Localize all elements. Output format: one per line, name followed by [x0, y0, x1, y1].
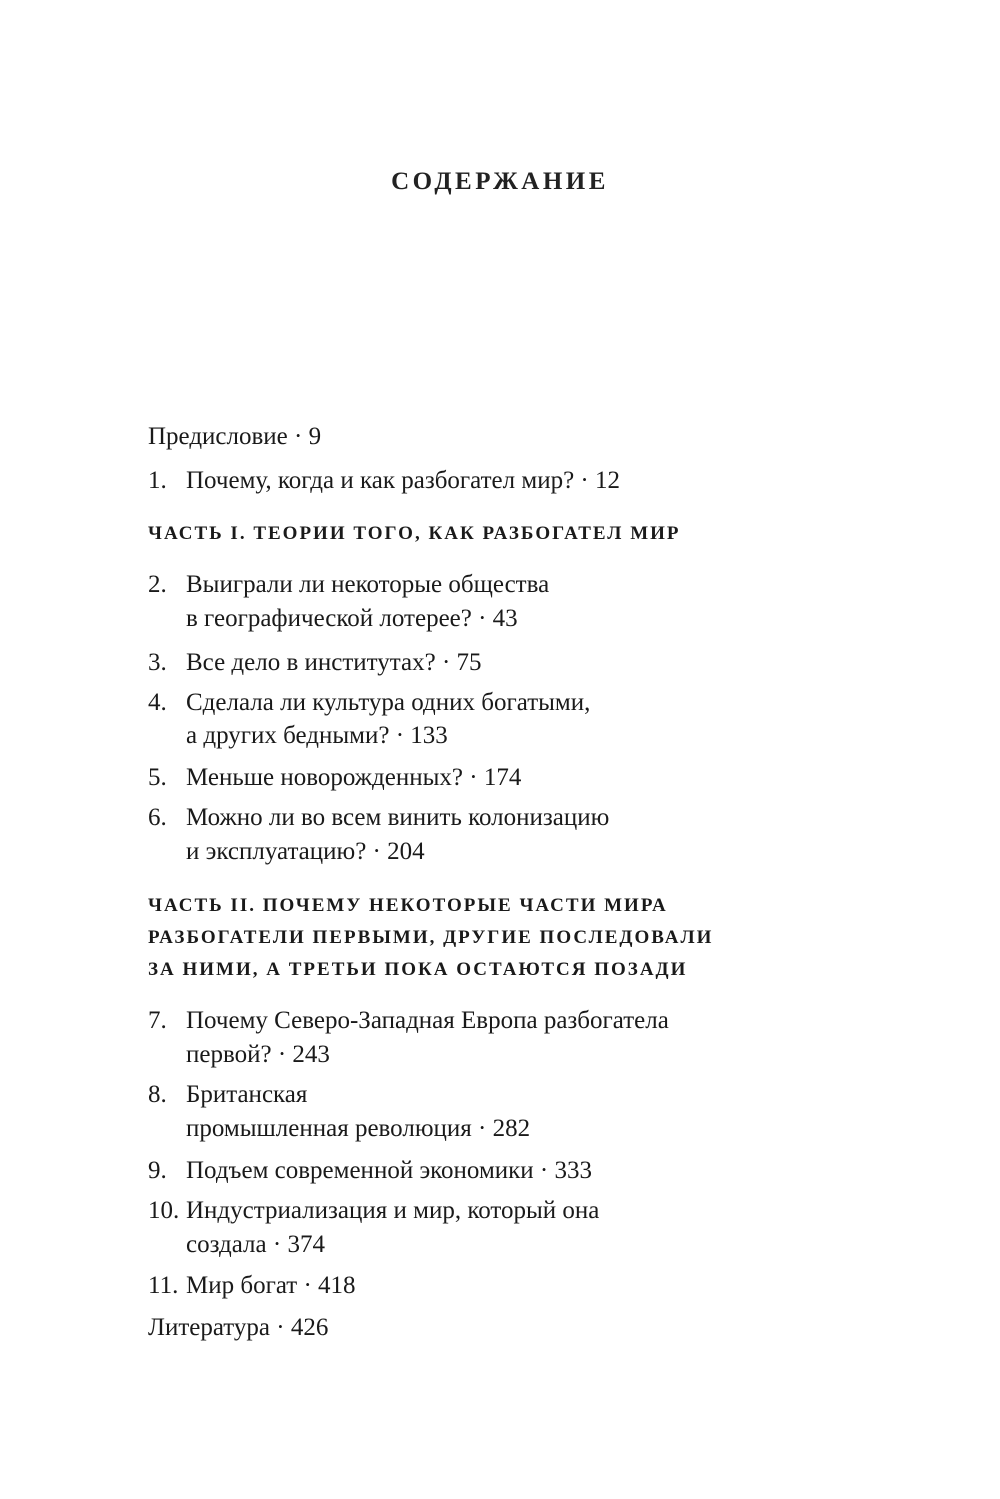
toc-entry-chapter-2[interactable]: [148, 568, 549, 602]
chapter-title-line-1: Британская: [186, 1081, 308, 1108]
chapter-number: 8.: [148, 1081, 167, 1108]
chapter-number: 4.: [148, 689, 167, 716]
toc-entry-chapter-4-continued[interactable]: а других бедными? · 133: [186, 722, 448, 749]
toc-entry-chapter-8-continued[interactable]: промышленная революция · 282: [186, 1115, 531, 1142]
chapter-title-line-1: Выиграли ли некоторые общества: [186, 571, 550, 598]
chapter-title-line-1: Почему Северо-Западная Европа разбогатела: [186, 1007, 669, 1034]
chapter-number: 1.: [148, 467, 167, 494]
toc-entry-literature[interactable]: Литература · 426: [148, 1314, 329, 1341]
toc-entry-chapter-5[interactable]: [148, 761, 521, 795]
chapter-title: Подъем современной экономики · 333: [186, 1157, 593, 1184]
chapter-title-line-1: Сделала ли культура одних богатыми,: [186, 689, 591, 716]
toc-part-1-heading: ЧАСТЬ I. ТЕОРИИ ТОГО, КАК РАЗБОГАТЕЛ МИР: [148, 523, 681, 544]
chapter-number: 3.: [148, 649, 167, 676]
toc-entry-chapter-10[interactable]: [148, 1194, 599, 1228]
toc-part-2-heading-line-2: РАЗБОГАТЕЛИ ПЕРВЫМИ, ДРУГИЕ ПОСЛЕДОВАЛИ: [148, 927, 714, 948]
toc-entry-chapter-3[interactable]: [148, 646, 482, 680]
chapter-number: 10.: [148, 1197, 180, 1224]
toc-entry-chapter-6-continued[interactable]: и эксплуатацию? · 204: [186, 838, 425, 865]
toc-entry-preface[interactable]: Предисловие · 9: [148, 423, 322, 450]
chapter-number: 6.: [148, 804, 167, 831]
toc-part-2-heading-line-3: ЗА НИМИ, А ТРЕТЬИ ПОКА ОСТАЮТСЯ ПОЗАДИ: [148, 959, 688, 980]
toc-entry-chapter-9[interactable]: [148, 1154, 592, 1188]
toc-part-2-heading-line-1: ЧАСТЬ II. ПОЧЕМУ НЕКОТОРЫЕ ЧАСТИ МИРА: [148, 895, 668, 916]
chapter-number: 5.: [148, 764, 167, 791]
chapter-title-line-1: Можно ли во всем винить колонизацию: [186, 804, 610, 831]
toc-entry-chapter-6[interactable]: [148, 801, 609, 835]
toc-entry-chapter-2-continued[interactable]: в географической лотерее? · 43: [186, 605, 518, 632]
chapter-title: Мир богат · 418: [186, 1272, 356, 1299]
chapter-title: Почему, когда и как разбогател мир? · 12: [186, 467, 620, 494]
toc-entry-chapter-7[interactable]: [148, 1004, 669, 1038]
chapter-number: 7.: [148, 1007, 167, 1034]
chapter-title-line-1: Индустриализация и мир, который она: [186, 1197, 600, 1224]
toc-entry-chapter-7-continued[interactable]: первой? · 243: [186, 1041, 330, 1068]
toc-entry-chapter-10-continued[interactable]: создала · 374: [186, 1231, 325, 1258]
page-title: СОДЕРЖАНИЕ: [391, 168, 609, 195]
toc-entry-chapter-11[interactable]: [148, 1269, 356, 1303]
toc-entry-chapter-1[interactable]: [148, 464, 620, 498]
chapter-title: Меньше новорожденных? · 174: [186, 764, 522, 791]
toc-entry-chapter-8[interactable]: [148, 1078, 307, 1112]
chapter-number: 2.: [148, 571, 167, 598]
toc-entry-chapter-4[interactable]: [148, 686, 590, 720]
chapter-number: 9.: [148, 1157, 167, 1184]
chapter-number: 11.: [148, 1272, 179, 1299]
chapter-title: Все дело в институтах? · 75: [186, 649, 482, 676]
